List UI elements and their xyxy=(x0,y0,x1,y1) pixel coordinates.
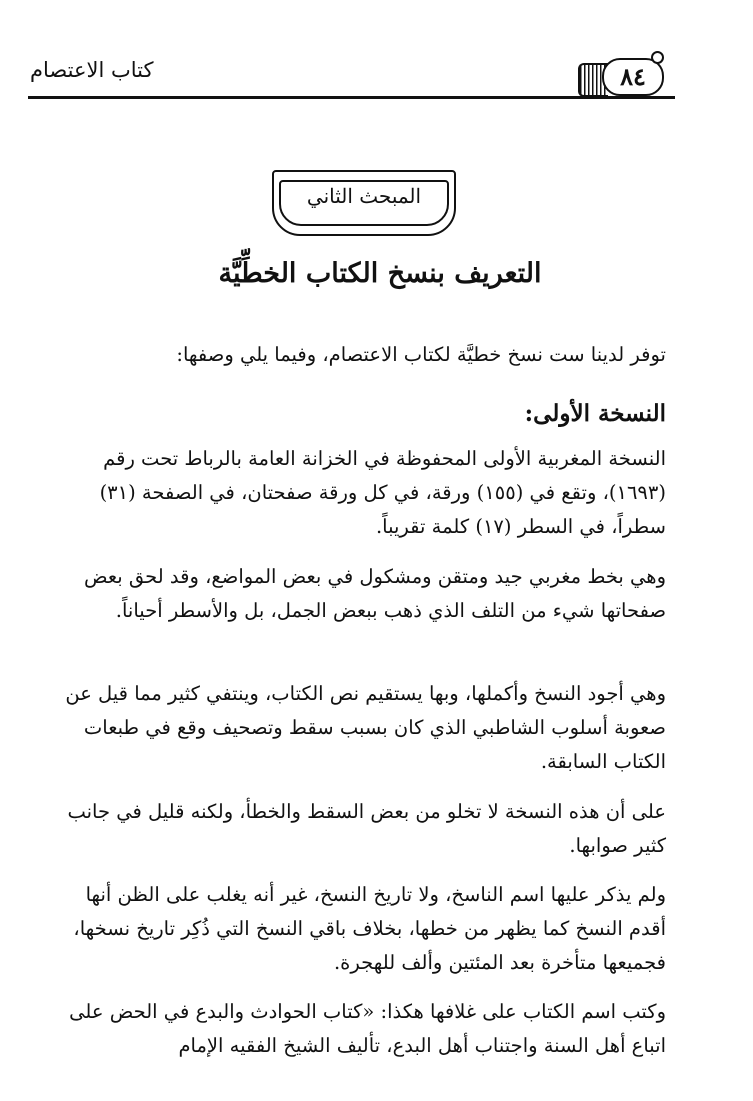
page-number: ٨٤ xyxy=(602,58,664,96)
paragraph: النسخة المغربية الأولى المحفوظة في الخزانة العامة بالرباط تحت رقم (١٦٩٣)، وتقع في (١٥٥) ورقة، في كل ورقة صفحتان، في الصفحة (٣١) سطراً، في السطر (١٧) كلمة تقريباً. xyxy=(99,447,666,538)
page-number-frame xyxy=(578,57,666,95)
paragraph: ولم يذكر عليها اسم الناسخ، ولا تاريخ النسخ، غير أنه يغلب على الظن أنها أقدم النسخ كما يظهر من خطها، بخلاف باقي النسخ التي ذُكِر تاريخ نسخها، فجميعها متأخرة بعد المئتين وألف للهجرة. xyxy=(73,883,666,974)
header-rule xyxy=(28,96,675,99)
ring-ornament xyxy=(651,51,664,64)
section-label: المبحث الثاني xyxy=(306,184,422,208)
paragraph: على أن هذه النسخة لا تخلو من بعض السقط والخطأ، ولكنه قليل في جانب كثير صوابها. xyxy=(67,800,666,857)
chapter-title: التعريف بنسخ الكتاب الخطِّيَّة xyxy=(218,258,542,289)
section-label-frame xyxy=(272,170,456,236)
running-header-title: كتاب الاعتصام xyxy=(30,58,154,82)
intro-paragraph: توفر لدينا ست نسخ خطيَّة لكتاب الاعتصام، وفيما يلي وصفها: xyxy=(176,343,666,366)
paragraph: وهي بخط مغربي جيد ومتقن ومشكول في بعض المواضع، وقد لحق بعض صفحاتها شيء من التلف الذي ذهب ببعض الجمل، بل والأسطر أحياناً. xyxy=(84,565,666,622)
paragraph: وكتب اسم الكتاب على غلافها هكذا: «كتاب الحوادث والبدع في الحض على اتباع أهل السنة واجتناب أهل البدع، تأليف الشيخ الفقيه الإمام xyxy=(69,1000,666,1057)
paragraph: وهي أجود النسخ وأكملها، وبها يستقيم نص الكتاب، وينتفي كثير مما قيل عن صعوبة أسلوب الشاطبي الذي كان بسبب سقط وتصحيف وقع في طبعات الكتاب السابقة. xyxy=(65,682,666,773)
subheading: النسخة الأولى: xyxy=(524,400,666,427)
